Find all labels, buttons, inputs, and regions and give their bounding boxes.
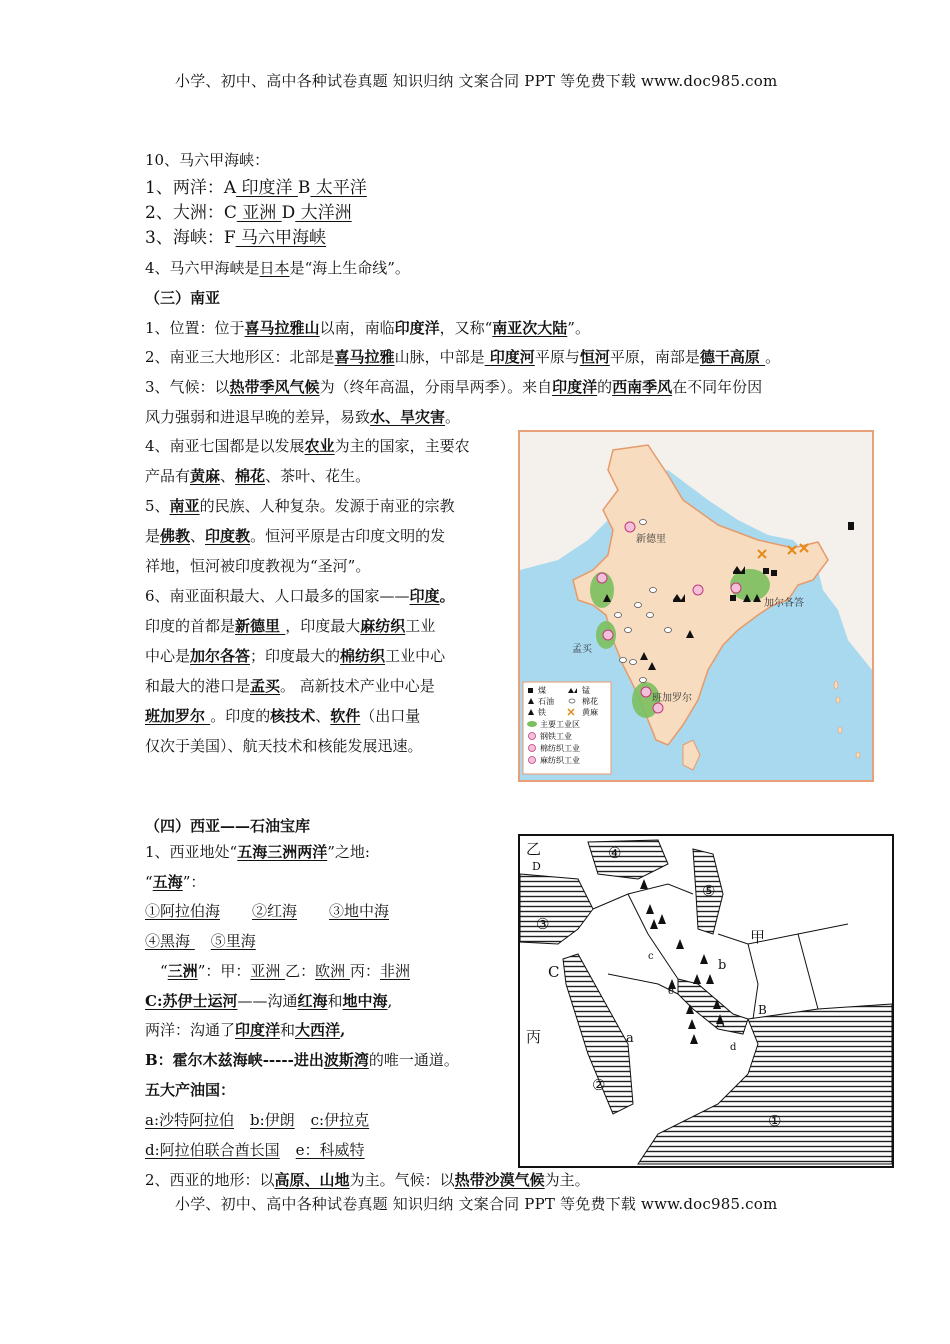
label-d: d [730,1042,737,1053]
west-asia-heading: （四）西亚——石油宝库 [145,817,311,835]
wa-oil-line-2 [145,1140,365,1160]
keyword: 喜马拉雅 [334,348,395,366]
answer: 亚洲 [236,203,282,223]
label-C: C [548,963,560,981]
sa-point-4a [145,436,470,456]
keyword: 加尔各答 [190,647,251,665]
label-bing: 丙 [526,1028,542,1046]
text: 、 [315,707,331,725]
text: B [297,178,311,198]
text: 为主的国家，主要农 [334,437,470,455]
text: 。印度的 [210,707,271,725]
label-arabian-num: ① [768,1112,782,1130]
india-industry-map [518,430,874,782]
keyword: 红海 [297,992,328,1010]
answer: 马六甲海峡 [235,228,327,248]
legend-jute: 黄麻 [582,708,598,717]
answer: 印度洋 [236,178,298,198]
keyword: 三洲 [167,962,198,980]
text: 的 [597,378,613,396]
keyword: 印度洋 [552,378,598,396]
sa-point-3b [145,407,460,427]
label-b: b [718,958,727,973]
jute-textile-icon [529,757,536,764]
wa-five-seas [145,872,205,892]
wa-seas-line-2 [145,931,256,951]
text: 和 [280,1021,296,1039]
malacca-line-4 [145,258,410,278]
keyword: 喜马拉雅山 [244,319,320,337]
map-legend [523,682,611,774]
keyword: 印度河 [484,348,535,366]
text: ，又称“ [439,319,493,337]
text: 4、南亚七国都是以发展 [145,437,305,455]
keyword: 印度教 [205,527,251,545]
answer: 非洲 [379,962,410,980]
text: 乙： [285,962,316,980]
keyword: 热带季风气候 [229,378,320,396]
text: 。 [439,587,455,605]
text: ”之地: [327,843,370,861]
west-asia-map [518,834,894,1168]
label-red-sea-num: ② [592,1076,606,1094]
steel-icon [625,522,635,532]
oil-country: a:沙特阿拉伯 [145,1111,234,1129]
text: 和最大的港口是 [145,677,251,695]
malacca-line-2 [145,203,352,223]
text: 产品有 [145,467,191,485]
malacca-line-1 [145,178,367,198]
keyword: 印度 [409,587,440,605]
text: 为主。气候：以 [349,1171,455,1189]
keyword: 棉花 [235,467,266,485]
text: 的唯一通道。 [368,1051,459,1069]
wa-hormuz [145,1050,459,1070]
text: , [387,992,393,1010]
wa-two-oceans [145,1020,345,1040]
legend-jute-textile: 麻纺织工业 [540,756,580,765]
city-delhi-label: 新德里 [636,534,666,545]
text: 的民族、人种复杂。发源于南亚的宗教 [199,497,455,515]
steel-icon [653,703,663,713]
oil-country: c:伊拉克 [310,1111,370,1129]
text: 2、大洲：C [145,203,237,223]
sa-point-6e [145,706,420,726]
text: 风力强弱和进退早晚的差异，易致 [145,408,371,426]
cotton-textile-icon [529,745,536,752]
sea-item: ④黑海 [145,932,195,950]
steel-icon [693,585,703,595]
text: 。恒河平原是古印度文明的发 [250,527,446,545]
text: 工业中心 [385,647,446,665]
text: “ [160,962,168,980]
keyword: 大西洋 [295,1021,341,1039]
sa-point-1 [145,318,590,338]
malacca-line-3 [145,228,326,248]
text: 2、南亚三大地形区：北部是 [145,348,335,366]
wa-suez [145,991,392,1011]
keyword: 高原、山地 [274,1171,350,1189]
text: 丙： [349,962,380,980]
keyword: 地中海 [342,992,388,1010]
oil-country: e：科威特 [295,1141,365,1159]
keyword: 西南季风 [612,378,673,396]
text: ”。 [567,319,590,337]
city-bangalore-label: 班加罗尔 [652,693,692,704]
text: ，印度最大 [285,617,361,635]
answer: 日本 [259,259,290,277]
steel-icon [597,573,607,583]
label-B: B [758,1003,767,1017]
legend-iron: 铁 [538,708,546,717]
sa-point-6c [145,646,445,666]
sea-item: ⑤里海 [210,932,256,950]
label-c: c [648,951,654,962]
keyword: 麻纺织 [360,617,406,635]
coal-icon [528,688,533,693]
legend-cotton: 棉花 [582,697,598,706]
page-footer: 小学、初中、高中各种试卷真题 知识归纳 文案合同 PPT 等免费下载 www.doc985.com [175,1195,778,1213]
keyword: 水、旱灾害 [370,408,446,426]
text: 为（终年高温，分雨旱两季）。来自 [319,378,553,396]
answer: 欧洲 [315,962,350,980]
oil-country: b:伊朗 [250,1111,295,1129]
keyword: 南亚 [169,497,200,515]
legend-zone: 主要工业区 [540,720,580,729]
city-kolkata-label: 加尔各答 [764,598,804,609]
answer: 大洋洲 [295,203,352,223]
text: 为主。 [544,1171,590,1189]
text: 工业 [405,617,436,635]
keyword: 波斯湾 [323,1051,369,1069]
label-D: D [532,860,541,873]
steel-icon [529,733,536,740]
text: 平原，南部是 [609,348,700,366]
keyword: 新德里 [235,617,286,635]
legend-cotton-textile: 棉纺织工业 [540,744,580,753]
sa-point-6f: 仅次于美国）、航天技术和核能发展迅速。 [145,737,423,755]
keyword: 热带沙漠气候 [454,1171,545,1189]
keyword: 南亚次大陆 [492,319,568,337]
text: 2、西亚的地形：以 [145,1171,275,1189]
zone-icon [527,721,537,727]
cotton-icon [569,699,575,703]
text: 1、两洋：A [145,178,237,198]
text: ；印度最大的 [250,647,341,665]
sa-point-2 [145,347,780,367]
keyword: 农业 [304,437,335,455]
sa-point-5b [145,526,445,546]
keyword: 孟买 [250,677,281,695]
text: 两洋：沟通了 [145,1021,236,1039]
wa-point-1 [145,842,370,862]
keyword: 恒河 [579,348,610,366]
keyword: 班加罗尔 [145,707,211,725]
steel-icon [603,630,613,640]
keyword: C:苏伊士运河 [145,992,238,1010]
keyword: 核技术 [270,707,316,725]
keyword: 五海 [152,873,183,891]
keyword: 佛教 [160,527,191,545]
text: 、 [190,527,206,545]
sa-point-3a [145,377,762,397]
text: 中心是 [145,647,191,665]
text: 、 [220,467,236,485]
sa-point-5a [145,496,455,516]
keyword: 黄麻 [190,467,221,485]
text: ——沟通 [237,992,298,1010]
sa-point-6a [145,586,455,606]
text: -----进出 [262,1051,324,1069]
text: 。 [765,348,781,366]
text: 印度的首都是 [145,617,236,635]
answer: 太平洋 [310,178,367,198]
legend-oil: 石油 [538,697,554,706]
text: 和 [327,992,343,1010]
wa-terrain [145,1170,590,1190]
malacca-title: 10、马六甲海峡： [145,151,270,169]
wa-oil-title: 五大产油国： [145,1081,236,1099]
keyword: 印度洋 [394,319,440,337]
legend-coal: 煤 [538,686,546,695]
text: 在不同年份因 [672,378,763,396]
label-caspian-num: ⑤ [702,882,716,900]
wa-seas-line-1 [145,901,389,921]
sa-point-6b [145,616,435,636]
text: , [340,1021,346,1039]
text: ”：甲： [197,962,251,980]
answer: 亚洲 [250,962,286,980]
label-yi: 乙 [526,840,542,858]
wa-three-continents [160,961,410,981]
text: 3、气候：以 [145,378,230,396]
sa-point-5c: 祥地，恒河被印度教视为“圣河”。 [145,557,371,575]
text: 山脉，中部是 [394,348,485,366]
keyword: 五海三洲两洋 [237,843,328,861]
keyword: 棉纺织 [340,647,386,665]
text: 5、 [145,497,170,515]
text: 以南，南临 [319,319,395,337]
text: 平原与 [534,348,580,366]
sa-point-6d [145,676,435,696]
text: 是 [145,527,161,545]
sea-item: ②红海 [252,902,298,920]
label-black-sea-num: ④ [608,844,622,862]
oil-country: d:阿拉伯联合酋长国 [145,1141,280,1159]
wa-oil-line-1 [145,1110,369,1130]
legend-steel: 钢铁工业 [540,732,572,741]
city-mumbai-label: 孟买 [572,644,592,655]
sa-point-4b [145,466,370,486]
keyword: 软件 [330,707,361,725]
text: 、茶叶、花生。 [265,467,371,485]
sea-item: ①阿拉伯海 [145,902,221,920]
keyword: B：霍尔木兹海峡 [145,1051,263,1069]
text: 3、海峡：F [145,228,236,248]
label-jia: 甲 [750,928,766,946]
label-e: e [668,986,674,997]
text: D [281,203,296,223]
label-A: A [716,1016,726,1031]
legend-manganese: 锰 [582,686,590,695]
text: 4、马六甲海峡是 [145,259,260,277]
text: 6、南亚面积最大、人口最多的国家—— [145,587,410,605]
text: 是“海上生命线”。 [289,259,410,277]
text: 1、西亚地处“ [145,843,238,861]
text: 。 高新技术产业中心是 [280,677,435,695]
sea-item: ③地中海 [329,902,390,920]
south-asia-heading: （三）南亚 [145,289,221,307]
steel-icon [731,583,741,593]
text: （出口量 [360,707,421,725]
page-header: 小学、初中、高中各种试卷真题 知识归纳 文案合同 PPT 等免费下载 www.doc985.com [175,72,778,90]
text: ”： [182,873,206,891]
keyword: 德干高原 [699,348,766,366]
text: “ [145,873,153,891]
steel-icon [641,687,651,697]
text: 1、位置：位于 [145,319,245,337]
label-a: a [626,1031,634,1046]
keyword: 印度洋 [235,1021,281,1039]
text: 。 [445,408,461,426]
label-med-num: ③ [536,915,550,933]
